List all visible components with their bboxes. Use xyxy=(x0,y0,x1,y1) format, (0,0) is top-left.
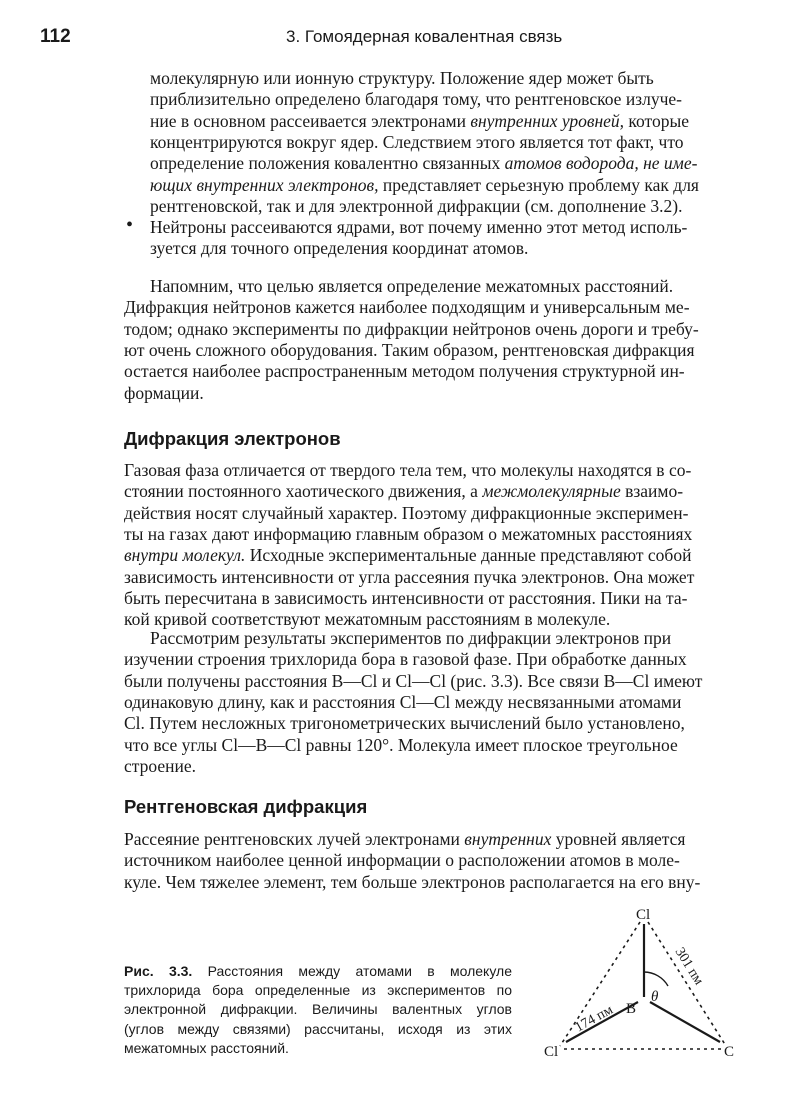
text: куле. Чем тяжелее элемент, тем больше электронов располагается на его вну- xyxy=(124,871,701,892)
line-1: Напомним, что целью является определение межатомных расстояний. xyxy=(150,276,674,296)
text: быть пересчитана в зависимость интенсивности от расстояния. Пики на та- xyxy=(124,587,688,608)
atom-c-right: C xyxy=(724,1044,735,1060)
dashed-cl-cl-right xyxy=(648,922,726,1046)
text: зависимость интенсивности от угла рассеяния пучка электронов. Она может xyxy=(124,566,695,587)
running-head: 3. Гомоядерная ковалентная связь xyxy=(286,27,563,46)
caption-text: Расстояния между атомами в молекуле трихлорида бора определенные из экспериментов по электронной дифракции. Величины валентных углов (углов между связями) рассчитаны, исходя из этих межатомных расстояний. xyxy=(124,963,512,1056)
angle-label: θ xyxy=(651,989,659,1005)
caption-label: Рис. 3.3. xyxy=(124,963,193,979)
line-5: Cl. Путем несложных тригонометрических вычислений было установлено, xyxy=(124,713,685,734)
line-3: были получены расстояния B—Cl и Cl—Cl (рис. 3.3). Все связи B—Cl имеют xyxy=(124,670,703,691)
text: Исходные экспериментальные данные представляют собой xyxy=(245,545,692,566)
line-4: одинаковую длину, как и расстояния Cl—Cl между несвязанными атомами xyxy=(124,691,682,712)
line-2: Дифракция нейтронов кажется наиболее подходящим и универсальным ме- xyxy=(124,297,690,318)
line-2: изучении строения трихлорида бора в газовой фазе. При обработке данных xyxy=(124,649,687,670)
nonbonded-distance-label: 301 пм xyxy=(671,945,706,988)
text: кой кривой соответствуют межатомным расстояниям в молекуле. xyxy=(124,609,611,630)
bullet-marker: • xyxy=(126,214,134,236)
emphasis: внутренних xyxy=(464,829,552,849)
section-heading-xray: Рентгеновская дифракция xyxy=(124,796,368,817)
text: взаимо- xyxy=(620,481,684,502)
text: уровней является xyxy=(551,829,686,849)
text: рентгеновской, так и для электронной дифракции (см. дополнение 3.2). xyxy=(150,195,683,216)
atom-cl-top: Cl xyxy=(636,907,651,923)
emphasis: ющих внутренних электронов, xyxy=(150,174,379,195)
line-5: остается наиболее распространенным методом получения структурной ин- xyxy=(124,361,685,382)
section-heading-electron: Дифракция электронов xyxy=(124,428,341,449)
bond-length-label: 174 пм xyxy=(572,1002,616,1036)
text: источником наиболее ценной информации о расположении атомов в моле- xyxy=(124,850,680,871)
line-6: формации. xyxy=(124,382,204,403)
line-2: зуется для точного определения координат атомов. xyxy=(150,238,529,259)
emphasis: внутренних уровней, xyxy=(470,110,625,131)
emphasis: внутри молекул. xyxy=(124,545,246,566)
atom-cl-left: Cl xyxy=(544,1044,559,1060)
line-6: что все углы Cl—B—Cl равны 120°. Молекула имеет плоское треугольное xyxy=(124,734,678,755)
text: концентрируются вокруг ядер. Следствием этого является тот факт, что xyxy=(150,131,684,152)
text: молекулярную или ионную структуру. Положение ядер может быть xyxy=(150,68,654,88)
angle-arc xyxy=(644,972,668,986)
line-1: Нейтроны рассеиваются ядрами, вот почему именно этот метод исполь- xyxy=(150,217,688,238)
emphasis: атомов водорода, не име- xyxy=(504,153,698,174)
text: действия носят случайный характер. Поэтому дифракционные эксперимен- xyxy=(124,502,689,523)
text: Рассеяние рентгеновских лучей электронами xyxy=(124,829,465,849)
text: определение положения ковалентно связанных xyxy=(150,153,505,174)
line-7: строение. xyxy=(124,755,196,776)
text: ние в основном рассеивается электронами xyxy=(150,110,471,131)
bond-b-cl-right xyxy=(650,1002,720,1042)
text: которые xyxy=(624,110,689,131)
text: приблизительно определено благодаря тому, что рентгеновское излуче- xyxy=(150,89,682,110)
line-4: ют очень сложного оборудования. Таким образом, рентгеновская дифракция xyxy=(124,339,695,360)
text: ты на газах дают информацию главным образом о межатомных расстояниях xyxy=(124,523,693,544)
emphasis: межмолекулярные xyxy=(482,481,621,502)
line-3: тодом; однако эксперименты по дифракции нейтронов очень дороги и требу- xyxy=(124,318,699,339)
line-1: Рассмотрим результаты экспериментов по дифракции электронов при xyxy=(150,628,672,648)
atom-b-center: B xyxy=(626,1001,637,1017)
text: представляет серьезную проблему как для xyxy=(378,174,699,195)
dashed-cl-cl-left xyxy=(560,922,640,1046)
page-number: 112 xyxy=(40,26,71,47)
text: Газовая фаза отличается от твердого тела тем, что молекулы находятся в со- xyxy=(124,460,692,480)
text: стоянии постоянного хаотического движения, а xyxy=(124,481,483,502)
